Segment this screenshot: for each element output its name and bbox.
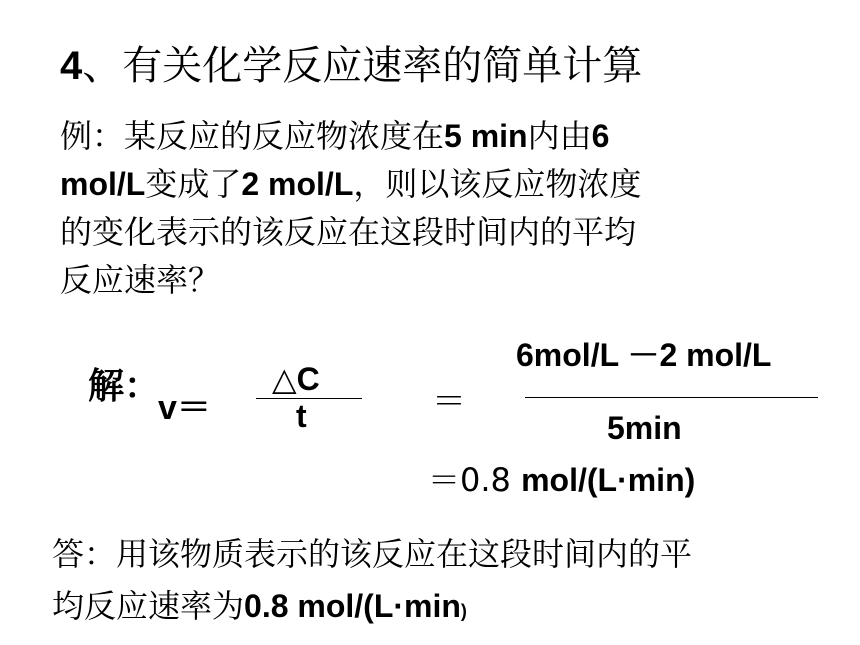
example-text: 例：某反应的反应物浓度在 <box>60 117 445 155</box>
equals-sign: ＝ <box>432 382 466 422</box>
title-text: 、有关化学反应速率的简单计算 <box>82 43 643 89</box>
answer-closing-paren: ) <box>460 601 467 621</box>
fraction-denominator: 5min <box>607 410 682 446</box>
example-value: mol/L <box>60 166 146 202</box>
example-value: 6 <box>591 118 610 154</box>
answer-block <box>52 528 692 637</box>
result-number: 0.8 <box>460 461 511 499</box>
title-number: 4 <box>60 44 83 88</box>
example-text: 变成了 <box>145 165 242 203</box>
fraction-bar-2 <box>525 397 818 398</box>
example-text: 内由 <box>527 117 592 155</box>
answer-line-1: 答：用该物质表示的该反应在这段时间内的平 <box>52 535 693 573</box>
result-unit: mol/(L·min) <box>521 462 696 498</box>
result-line <box>428 455 695 501</box>
example-value: 5 min <box>444 118 528 154</box>
delta-c-numerator <box>272 360 320 398</box>
example-line-1 <box>60 112 641 160</box>
solution-label: 解： <box>88 366 161 407</box>
example-line-2 <box>60 160 641 208</box>
example-question <box>60 112 641 304</box>
concentration-symbol: C <box>296 361 320 397</box>
answer-line-2 <box>52 580 692 637</box>
example-text: ，则以该反应物浓度 <box>353 165 642 203</box>
velocity-symbol: v＝ <box>158 389 211 427</box>
example-line-4: 反应速率？ <box>60 261 221 299</box>
fraction-numerator: 6mol/L －2 mol/L <box>516 337 772 373</box>
example-line-3: 的变化表示的该反应在这段时间内的平均 <box>60 213 637 251</box>
slide-title <box>60 40 642 92</box>
answer-value: 0.8 mol/(L·min <box>244 588 461 624</box>
delta-symbol: △ <box>272 360 297 398</box>
fraction-bar-1 <box>256 398 362 399</box>
example-value: 2 mol/L <box>241 166 354 202</box>
result-equals: ＝ <box>428 461 461 499</box>
answer-text: 均反应速率为 <box>52 587 245 625</box>
time-denominator: t <box>296 398 307 434</box>
